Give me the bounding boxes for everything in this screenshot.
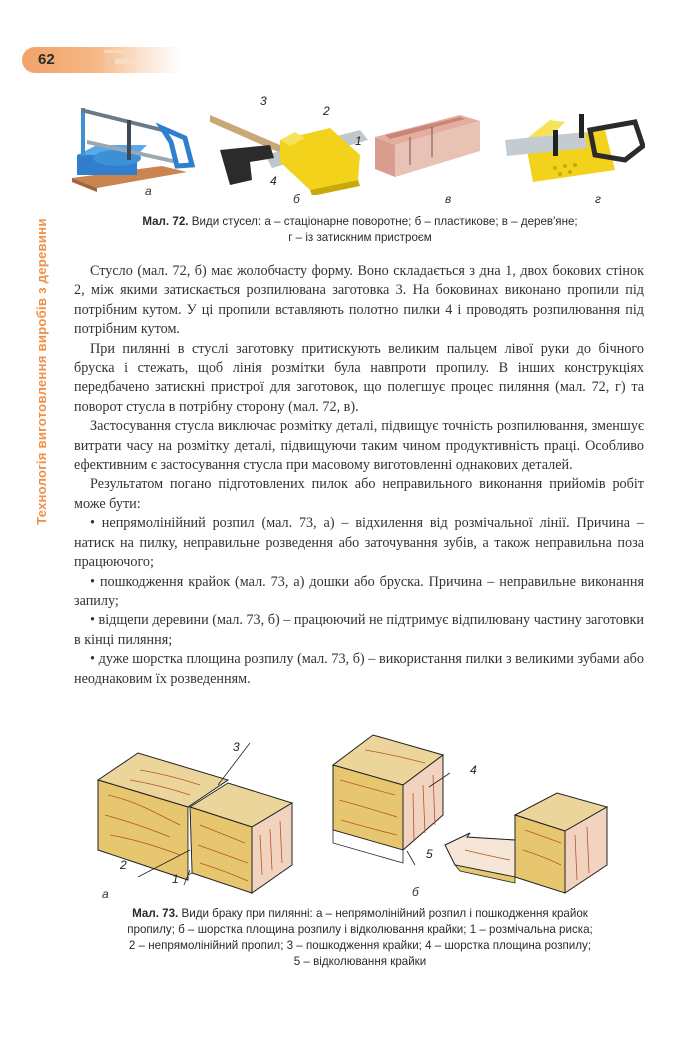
bullet-item-4: • дуже шорстка площина розпилу (мал. 73, б) – використання пилки з великими зубами або неоднаковим їх розведенням. [74, 651, 644, 687]
callout-73-3: 3 [233, 740, 240, 754]
paragraph-3: Застосування стусла виключає розмітку деталі, підвищує точність розпилювання, зменшує витрати часу на розмітку деталі, підвищуючи таким чином продуктивність праці. Особливо ефективним є застосування стусла при масовому виготовленні однакових деталей. [74, 418, 644, 474]
sawing-defect-a-image [80, 725, 320, 900]
figure-73-caption [60, 906, 660, 970]
bullet-item-1: • непрямолінійний розпил (мал. 73, а) – відхилення від розмічальної лінії. Причина – натиск на пилку, неправильне розведення або заточування зубів, а також неправильна поза працюючого; [74, 515, 644, 571]
paragraph-4: Результатом погано підготовлених пилок або неправильного виконання прийомів робіт може бути: [74, 476, 644, 512]
panel-label-g: г [595, 192, 601, 206]
clamp-miter-box-image [505, 100, 645, 190]
callout-73-2: 2 [120, 858, 127, 872]
bullet-item-2: • пошкодження крайок (мал. 73, а) дошки або бруска. Причина – неправильне виконання запилу; [74, 573, 644, 609]
caption-73-line2: пропилу; б – шорстка площина розпилу і відколювання крайки; 1 – розмічальна риска; [127, 923, 593, 936]
caption-72-line2: г – із затискним пристроєм [288, 231, 432, 244]
paragraph-1: Стусло (мал. 72, б) має жолобчасту форму. Воно складається з дна 1, двох бокових стінок 2, між якими затискається розпилювана заготовка 3. На боковинах виконано пропили під потрібним кутом. У ці пропили вставляють полотно пилки 4 і проводять розпилювання під потрібним кутом. [74, 263, 644, 338]
plastic-miter-box-image [210, 100, 370, 195]
callout-2: 2 [323, 104, 330, 118]
panel-label-v: в [445, 192, 452, 206]
caption-72-line1: Види стусел: а – стаціонарне поворотне; б – пластикове; в – дерев'яне; [191, 215, 578, 228]
caption-73-prefix: Мал. 73. [132, 907, 179, 920]
figure-72 [65, 92, 655, 212]
side-section-title [34, 95, 50, 525]
figure-72-caption [60, 214, 660, 246]
header-logo-icon [102, 49, 138, 69]
stationary-miter-box-image [67, 100, 202, 195]
callout-73-4: 4 [470, 763, 477, 777]
caption-72-prefix: Мал. 72. [142, 215, 189, 228]
callout-73-5: 5 [426, 847, 433, 861]
panel-label-a: а [145, 184, 152, 198]
panel-label-73-b: б [412, 885, 419, 899]
callout-4: 4 [270, 174, 277, 188]
sawing-defect-b-image [325, 725, 615, 900]
caption-73-line1: Види браку при пилянні: а – непрямолінійний розпил і пошкодження крайок [181, 907, 588, 920]
paragraph-2: При пилянні в стуслі заготовку притискують великим пальцем лівої руки до бічного бруска і стежать, щоб лінія розмітки була навпроти пропилу. В інших конструкціях передбачено затискні пристрої для заготовок, що полегшує процес пиляння (мал. 72, г) та поворот стусла в потрібну сторону (мал. 72, в). [74, 340, 644, 415]
side-title-text: Технологія виготовлення виробів з деревини [34, 218, 49, 525]
bullet-item-3: • відщепи деревини (мал. 73, б) – працюючий не підтримує відпилювану частину заготовки в кінці пиляння; [74, 612, 645, 648]
body-text [74, 262, 644, 689]
callout-3: 3 [260, 94, 267, 108]
page-header [22, 47, 182, 73]
callout-73-1: 1 [172, 872, 179, 886]
figure-73 [80, 725, 620, 900]
caption-73-line3: 2 – непрямолінійний пропил; 3 – пошкодження крайки; 4 – шорстка площина розпилу; [128, 939, 592, 952]
callout-1: 1 [355, 134, 362, 148]
caption-73-line4: 5 – відколювання крайки [293, 955, 427, 968]
panel-label-b: б [293, 192, 300, 206]
wooden-miter-box-image [370, 107, 500, 182]
page-number: 62 [38, 51, 55, 68]
panel-label-73-a: а [102, 887, 109, 901]
